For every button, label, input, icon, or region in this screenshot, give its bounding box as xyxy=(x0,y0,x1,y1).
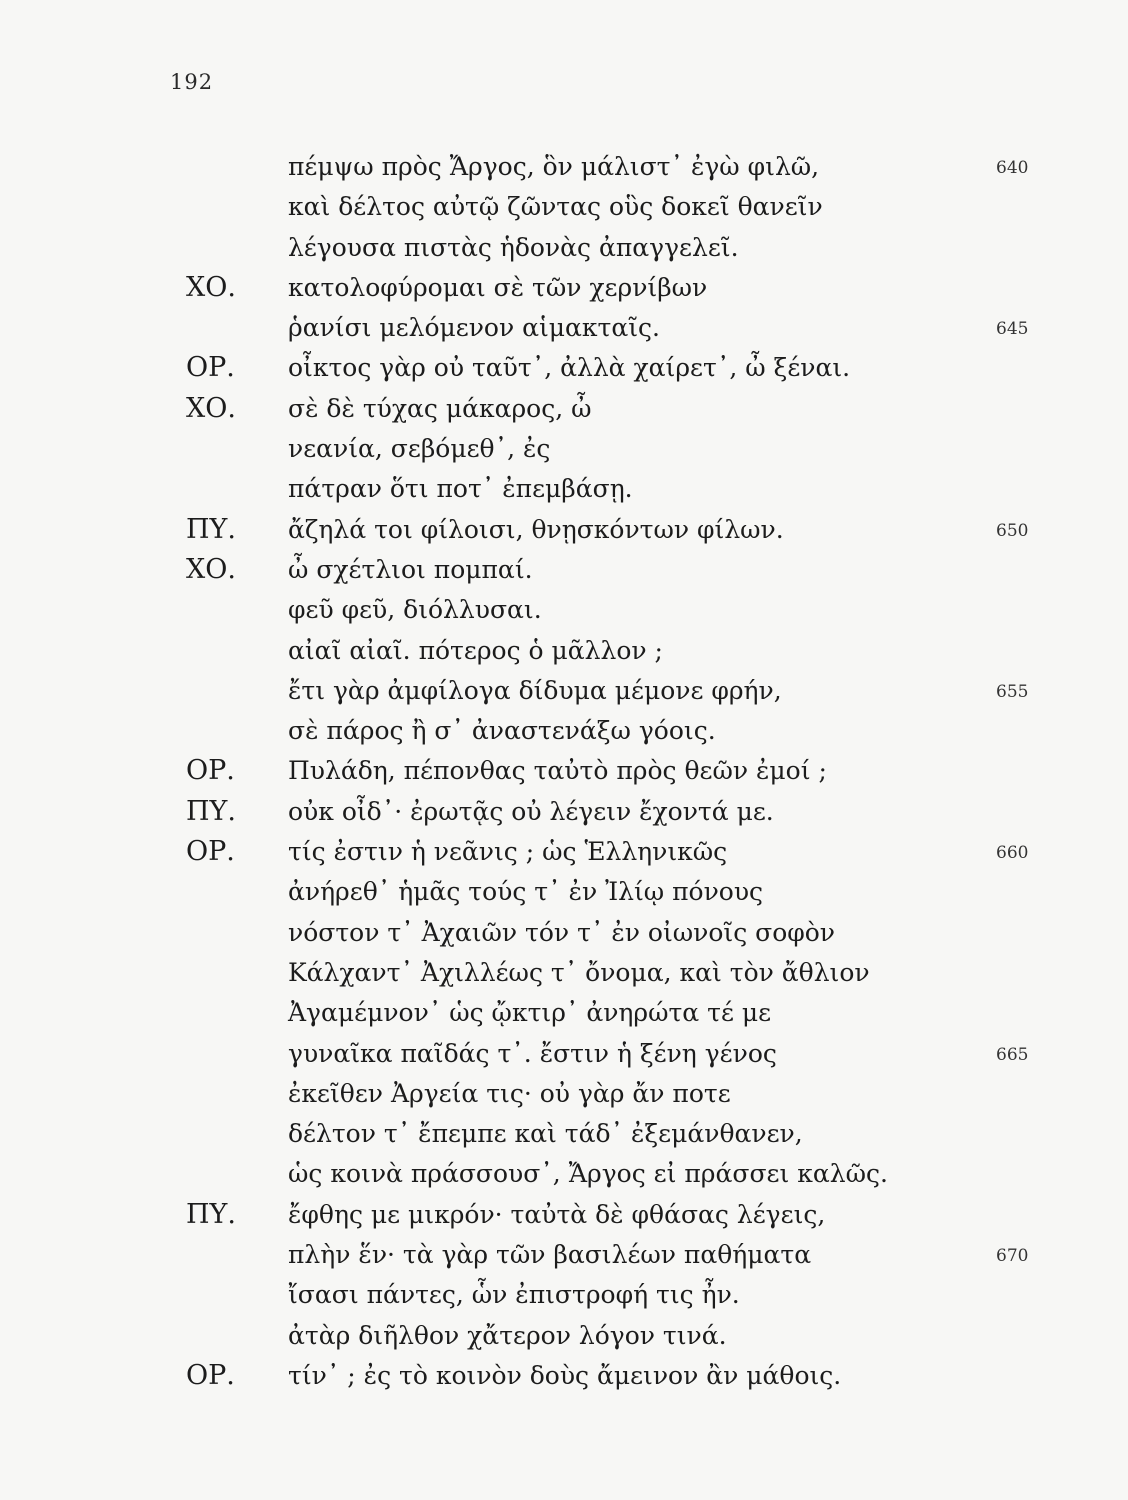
verse-line-text: Κάλχαντ᾽ Ἀχιλλέως τ᾽ ὄνομα, καὶ τὸν ἄθλιον xyxy=(288,957,870,987)
verse-line xyxy=(0,1275,1128,1315)
verse-line xyxy=(0,1356,1128,1396)
line-number: 660 xyxy=(996,843,1029,864)
verse-line-text: Ἀγαμέμνον᾽ ὡς ᾤκτιρ᾽ ἀνηρώτα τέ με xyxy=(288,998,772,1028)
verse-line-text: πάτραν ὅτι ποτ᾽ ἐπεμβάσῃ. xyxy=(288,474,633,504)
speaker-label: ΠΥ. xyxy=(186,513,236,545)
verse-line-text: γυναῖκα παῖδάς τ᾽. ἔστιν ἡ ξένη γένος xyxy=(288,1038,777,1068)
verse-line-text: νόστον τ᾽ Ἀχαιῶν τόν τ᾽ ἐν οἰωνοῖς σοφὸν xyxy=(288,917,836,947)
verse-line xyxy=(0,1074,1128,1114)
verse-line-text: ἄζηλά τοι φίλοισι, θνῃσκόντων φίλων. xyxy=(288,514,784,544)
verse-line-text: ὡς κοινὰ πράσσουσ᾽, Ἄργος εἰ πράσσει καλῶς. xyxy=(288,1159,888,1189)
speaker-label: ΟΡ. xyxy=(186,1359,235,1391)
verse-line-text: ἔτι γὰρ ἀμφίλογα δίδυμα μέμονε φρήν, xyxy=(288,675,782,705)
verse-line-text: πέμψω πρὸς Ἄργος, ὃν μάλιστ᾽ ἐγὼ φιλῶ, xyxy=(288,152,820,181)
speaker-label: ΟΡ. xyxy=(186,352,235,384)
verse-line xyxy=(0,1034,1128,1074)
verse-line xyxy=(0,993,1128,1033)
verse-line-text: τίς ἐστιν ἡ νεᾶνις ; ὡς Ἑλληνικῶς xyxy=(288,837,728,867)
speaker-label: ΠΥ. xyxy=(186,1198,236,1230)
verse-line-text: ἐκεῖθεν Ἀργεία τις· οὐ γὰρ ἄν ποτε xyxy=(288,1078,731,1108)
verse-line-text: οὐκ οἶδ᾽· ἐρωτᾷς οὐ λέγειν ἔχοντά με. xyxy=(288,796,774,826)
verse-line xyxy=(0,268,1128,308)
verse-line xyxy=(0,1195,1128,1235)
verse-line xyxy=(0,792,1128,832)
speaker-label: ΧΟ. xyxy=(186,271,236,303)
verse-line-text: ἴσασι πάντες, ὧν ἐπιστροφή τις ἦν. xyxy=(288,1280,740,1310)
verse-line-text: φεῦ φεῦ, διόλλυσαι. xyxy=(288,595,542,625)
speaker-label: ΠΥ. xyxy=(186,795,236,827)
line-number: 650 xyxy=(996,520,1029,541)
verse-line xyxy=(0,187,1128,227)
verse-line-text: δέλτον τ᾽ ἔπεμπε καὶ τάδ᾽ ἐξεμάνθανεν, xyxy=(288,1119,803,1149)
verse-line xyxy=(0,389,1128,429)
verse-line-text: ῥανίσι μελόμενον αἱμακταῖς. xyxy=(288,313,660,343)
line-number: 670 xyxy=(996,1246,1029,1267)
verse-line-text: ἔφθης με μικρόν· ταὐτὰ δὲ φθάσας λέγεις, xyxy=(288,1199,826,1229)
verse-line xyxy=(0,711,1128,751)
verse-line xyxy=(0,429,1128,469)
verse-line xyxy=(0,631,1128,671)
verse-line-text: οἶκτος γὰρ οὐ ταῦτ᾽, ἀλλὰ χαίρετ᾽, ὦ ξέναι. xyxy=(288,353,851,383)
speaker-label: ΧΟ. xyxy=(186,392,236,424)
verse-line xyxy=(0,1316,1128,1356)
verse-line xyxy=(0,147,1128,187)
verse-line xyxy=(0,308,1128,348)
verse-line xyxy=(0,469,1128,509)
verse-line xyxy=(0,1154,1128,1194)
verse-line-text: πλὴν ἕν· τὰ γὰρ τῶν βασιλέων παθήματα xyxy=(288,1240,812,1270)
line-number: 665 xyxy=(996,1044,1029,1065)
verse-line xyxy=(0,348,1128,388)
verse-line-text: λέγουσα πιστὰς ἡδονὰς ἀπαγγελεῖ. xyxy=(288,232,739,262)
verse-line-text: σὲ δὲ τύχας μάκαρος, ὦ xyxy=(288,393,592,423)
verse-line xyxy=(0,832,1128,872)
verse-line-text: ὦ σχέτλιοι πομπαί. xyxy=(288,554,533,584)
verse-line xyxy=(0,1114,1128,1154)
verse-line xyxy=(0,953,1128,993)
speaker-label: ΧΟ. xyxy=(186,553,236,585)
verse-line xyxy=(0,872,1128,912)
verse-line xyxy=(0,1235,1128,1275)
verse-line-text: ἀτὰρ διῆλθον χἄτερον λόγον τινά. xyxy=(288,1320,727,1350)
verse-line xyxy=(0,510,1128,550)
verse-line xyxy=(0,228,1128,268)
page-number: 192 xyxy=(170,70,214,94)
speaker-label: ΟΡ. xyxy=(186,836,235,868)
verse-line-text: ἀνήρεθ᾽ ἡμᾶς τούς τ᾽ ἐν Ἰλίῳ πόνους xyxy=(288,877,764,907)
verse-text xyxy=(0,147,1128,1396)
speaker-label: ΟΡ. xyxy=(186,755,235,787)
verse-line-text: καὶ δέλτος αὐτῷ ζῶντας οὓς δοκεῖ θανεῖν xyxy=(288,192,823,222)
line-number: 645 xyxy=(996,319,1029,340)
verse-line xyxy=(0,913,1128,953)
verse-line-text: τίν᾽ ; ἐς τὸ κοινὸν δοὺς ἄμεινον ἂν μάθοις. xyxy=(288,1360,842,1390)
line-number: 640 xyxy=(996,158,1029,178)
verse-line xyxy=(0,751,1128,791)
verse-line xyxy=(0,550,1128,590)
verse-line xyxy=(0,590,1128,630)
verse-line-text: αἰαῖ αἰαῖ. πότερος ὁ μᾶλλον ; xyxy=(288,635,663,665)
verse-line-text: νεανία, σεβόμεθ᾽, ἐς xyxy=(288,434,551,464)
verse-line-text: κατολοφύρομαι σὲ τῶν χερνίβων xyxy=(288,272,708,302)
verse-line-text: σὲ πάρος ἢ σ᾽ ἀναστενάξω γόοις. xyxy=(288,716,716,746)
verse-line xyxy=(0,671,1128,711)
line-number: 655 xyxy=(996,681,1029,702)
verse-line-text: Πυλάδη, πέπονθας ταὐτὸ πρὸς θεῶν ἐμοί ; xyxy=(288,756,827,786)
